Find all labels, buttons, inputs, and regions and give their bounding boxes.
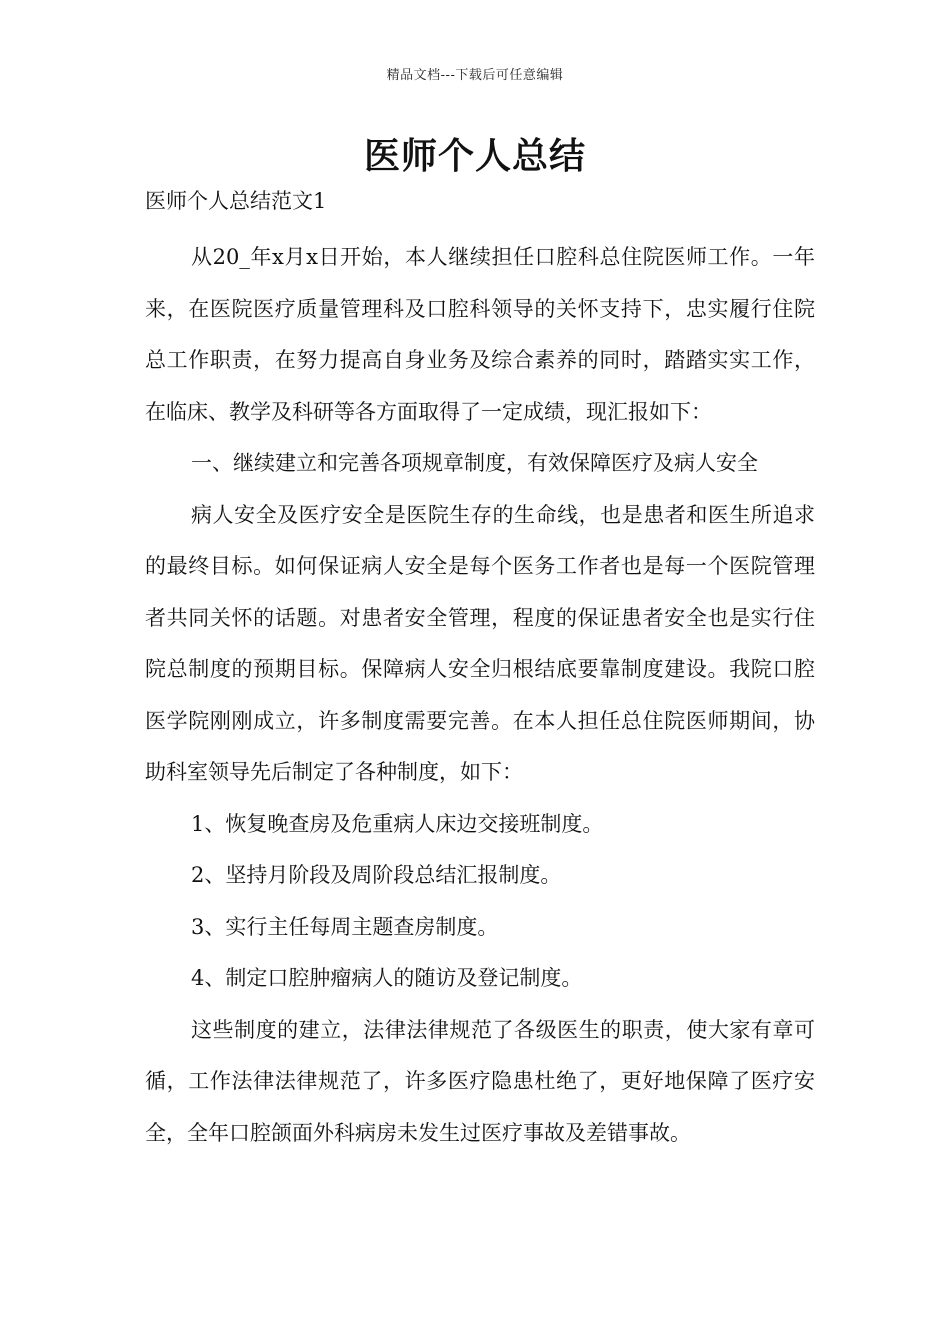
document-subtitle: 医师个人总结范文1 (145, 189, 327, 213)
page-title: 医师个人总结 (363, 136, 586, 177)
paragraph-safety: 病人安全及医疗安全是医院生存的生命线，也是患者和医生所追求的最终目标。如何保证病人安全是每个医务工作者也是每一个医院管理者共同关怀的话题。对患者安全管理，程度的保证患者安全也是实行住院总制度的预期目标。保障病人安全归根结底要靠制度建设。我院口腔医学院刚刚成立，许多制度需要完善。在本人担任总住院医师期间，协助科室领导先后制定了各种制度，如下： (145, 502, 815, 784)
list-item: 2、坚持月阶段及周阶段总结汇报制度。 (191, 863, 562, 887)
list-item: 3、实行主任每周主题查房制度。 (191, 914, 499, 939)
paragraph-conclusion: 这些制度的建立，法律法律规范了各级医生的职责，使大家有章可循，工作法律法律规范了，许多医疗隐患杜绝了，更好地保障了医疗安全，全年口腔颌面外科病房未发生过医疗事故及差错事故。 (145, 1017, 815, 1145)
section-heading: 一、继续建立和完善各项规章制度，有效保障医疗及病人安全 (191, 451, 758, 475)
list-item: 4、制定口腔肿瘤病人的随访及登记制度。 (191, 966, 583, 990)
header-note: 精品文档---下载后可任意编辑 (386, 68, 564, 83)
paragraph-intro: 从20_年x月x日开始，本人继续担任口腔科总住院医师工作。一年来，在医院医疗质量管理科及口腔科领导的关怀支持下，忠实履行住院总工作职责，在努力提高自身业务及综合素养的同时，踏踏实实工作，在临床、教学及科研等各方面取得了一定成绩，现汇报如下： (145, 245, 815, 424)
list-item: 1、恢复晚查房及危重病人床边交接班制度。 (191, 811, 604, 836)
document-body (145, 232, 815, 1159)
